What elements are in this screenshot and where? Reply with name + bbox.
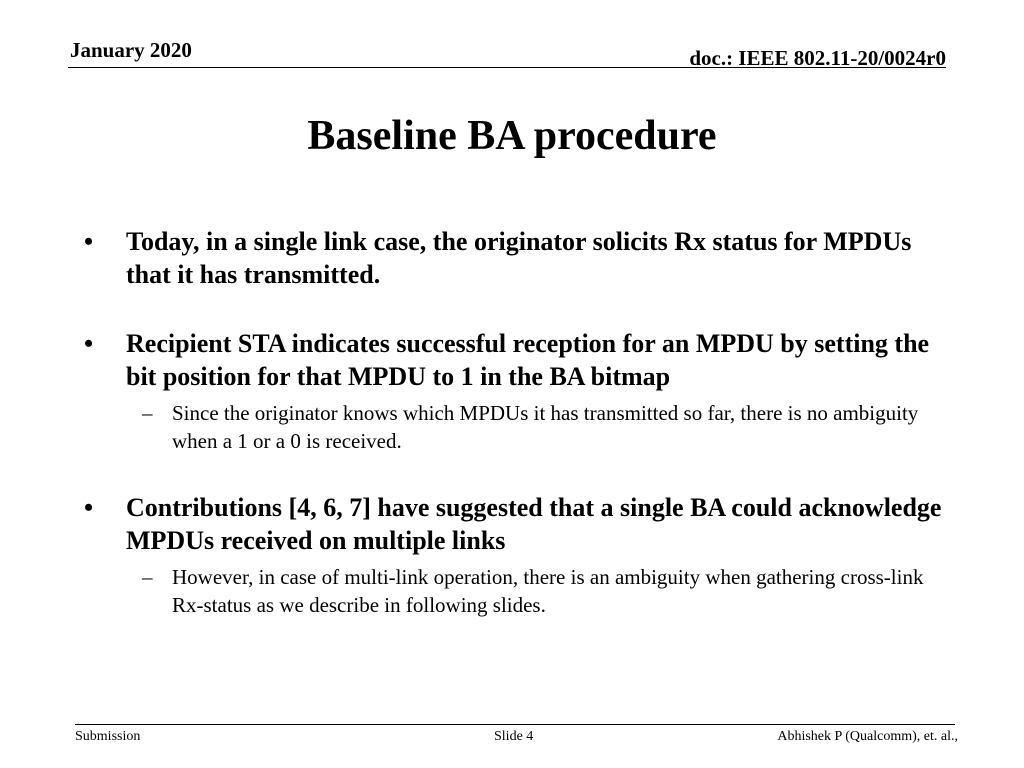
- bullet-text: Recipient STA indicates successful reception for an MPDU by setting the bit position for that MPDU to 1 in the BA bitmap: [126, 329, 930, 391]
- sub-bullet-text: Since the originator knows which MPDUs it has transmitted so far, there is no ambiguity when a 1 or a 0 is received.: [172, 401, 919, 453]
- bullet-text: Contributions [4, 6, 7] have suggested that a single BA could acknowledge MPDUs received on multiple links: [126, 493, 942, 555]
- bullet-item: [84, 327, 954, 393]
- header-doc-number: doc.: IEEE 802.11-20/0024r0: [689, 46, 946, 70]
- sub-bullet-item: [84, 399, 954, 455]
- slide-content: [84, 225, 954, 619]
- bullet-item: [84, 491, 954, 557]
- footer-submission: Submission: [75, 729, 141, 744]
- spacer: [84, 455, 954, 491]
- footer-slide-number: Slide 4: [494, 729, 534, 744]
- spacer: [84, 291, 954, 327]
- dash-icon: –: [142, 401, 153, 425]
- slide-title: Baseline BA procedure: [307, 113, 717, 159]
- sub-bullet-text: However, in case of multi-link operation, there is an ambiguity when gathering cross-link Rx-status as we describe in following slides.: [172, 565, 924, 617]
- bullet-text: Today, in a single link case, the originator solicits Rx status for MPDUs that it has transmitted.: [126, 227, 912, 289]
- bullet-icon: •: [84, 329, 94, 358]
- bullet-item: [84, 225, 954, 291]
- bullet-icon: •: [84, 493, 94, 522]
- sub-bullet-item: [84, 563, 954, 619]
- footer-rule: [75, 724, 955, 725]
- header-rule: [68, 67, 946, 68]
- bullet-icon: •: [84, 227, 94, 256]
- header-date: January 2020: [70, 38, 192, 62]
- footer-author: Abhishek P (Qualcomm), et. al.,: [777, 729, 958, 744]
- dash-icon: –: [142, 565, 153, 589]
